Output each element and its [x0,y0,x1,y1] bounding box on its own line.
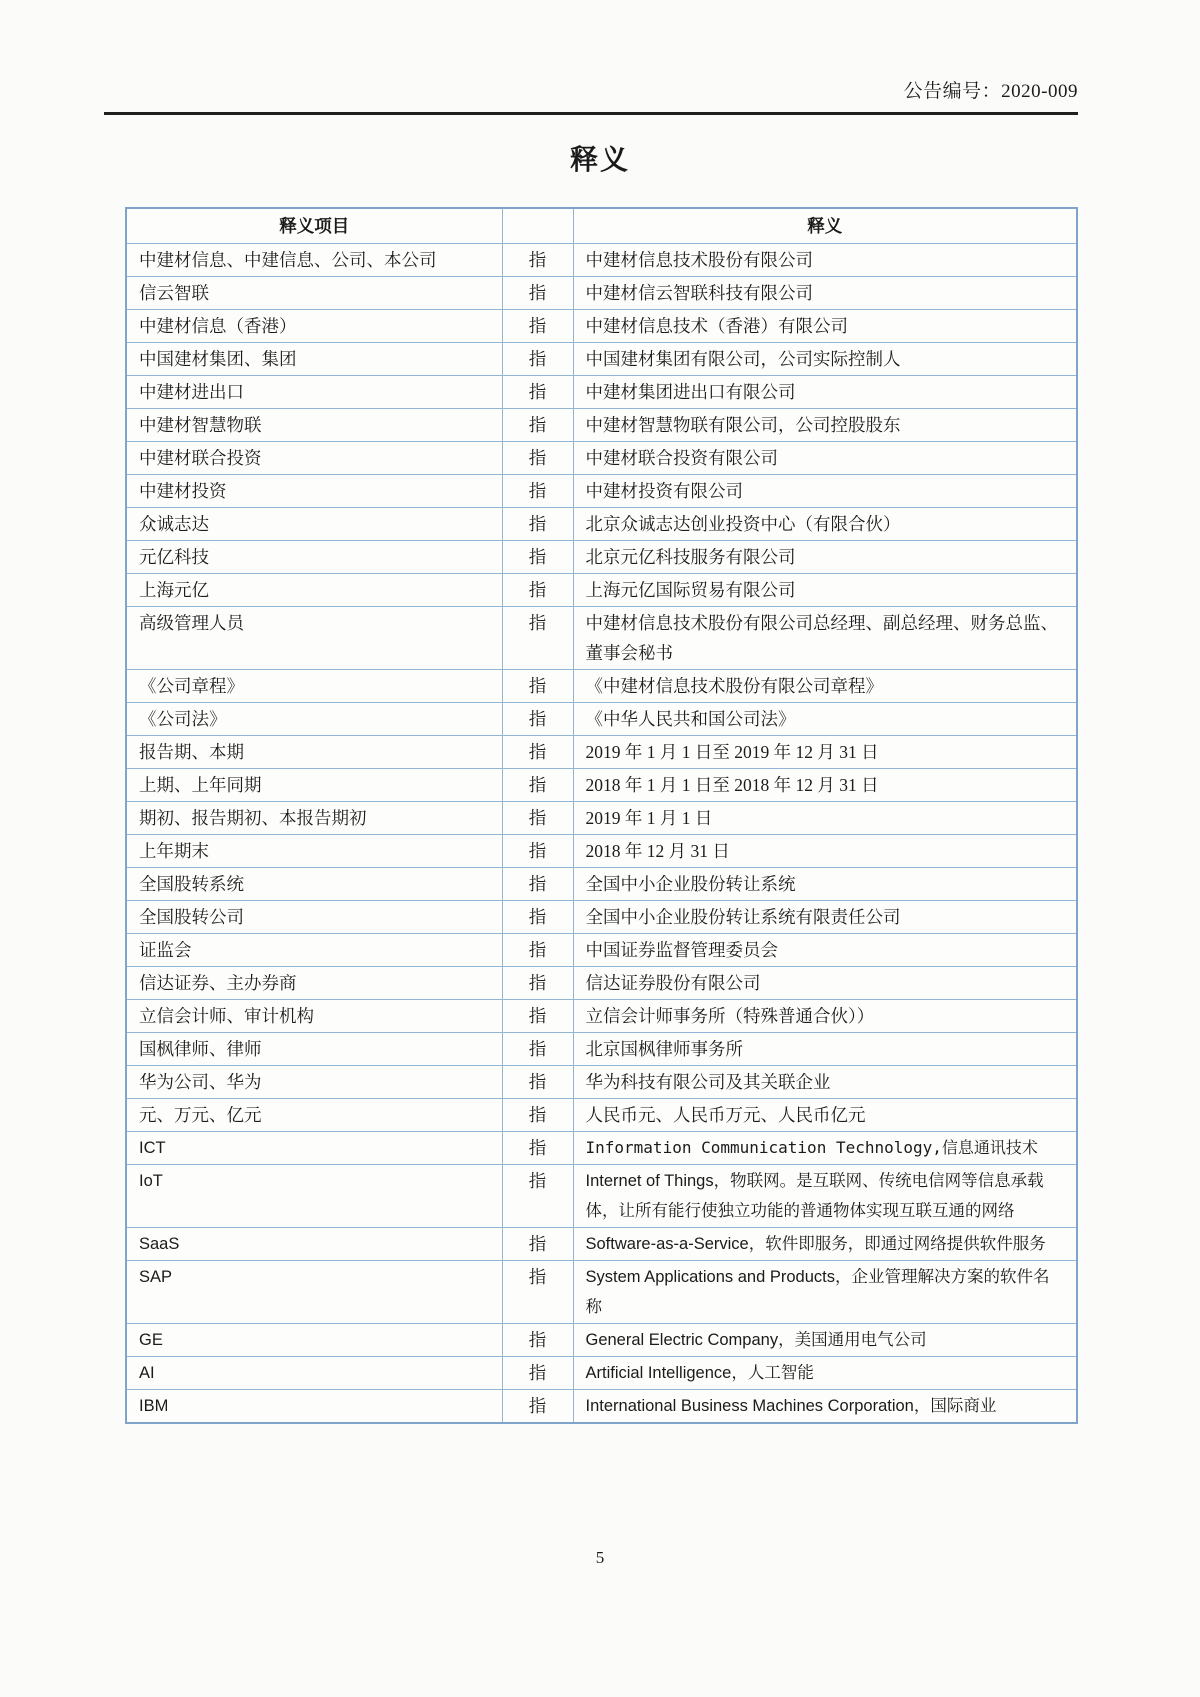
table-row [126,1324,1077,1357]
definition-cell: 上海元亿国际贸易有限公司 [573,574,1077,607]
term-cell: 中建材智慧物联 [126,409,502,442]
refers-to-cell: 指 [502,244,573,277]
definition-cell: System Applications and Products，企业管理解决方案的软件名称 [573,1261,1077,1324]
refers-to-cell: 指 [502,835,573,868]
table-row [126,442,1077,475]
term-cell: 众诚志达 [126,508,502,541]
refers-to-cell: 指 [502,802,573,835]
refers-to-cell: 指 [502,967,573,1000]
definition-cell: 2018 年 12 月 31 日 [573,835,1077,868]
definition-cell: 北京国枫律师事务所 [573,1033,1077,1066]
definition-cell: 中建材信息技术股份有限公司总经理、副总经理、财务总监、董事会秘书 [573,607,1077,670]
table-row [126,967,1077,1000]
term-cell: 《公司法》 [126,703,502,736]
refers-to-cell: 指 [502,934,573,967]
term-cell: 中建材进出口 [126,376,502,409]
column-header-definition: 释义 [573,208,1077,244]
definition-cell: 中国证券监督管理委员会 [573,934,1077,967]
term-cell: 元、万元、亿元 [126,1099,502,1132]
refers-to-cell: 指 [502,541,573,574]
term-cell: ICT [126,1132,502,1165]
definition-cell: Internet of Things，物联网。是互联网、传统电信网等信息承载体，让所有能行使独立功能的普通物体实现互联互通的网络 [573,1165,1077,1228]
term-cell: 中建材信息、中建信息、公司、本公司 [126,244,502,277]
term-cell: 上海元亿 [126,574,502,607]
table-row [126,1099,1077,1132]
column-header-middle [502,208,573,244]
refers-to-cell: 指 [502,670,573,703]
table-row [126,1228,1077,1261]
page-number: 5 [595,1548,605,1567]
refers-to-cell: 指 [502,343,573,376]
definition-cell: 全国中小企业股份转让系统 [573,868,1077,901]
term-cell: 上期、上年同期 [126,769,502,802]
refers-to-cell: 指 [502,1066,573,1099]
term-cell: 中建材投资 [126,475,502,508]
table-row [126,835,1077,868]
definition-cell: Information Communication Technology,信息通讯技术 [573,1132,1077,1165]
table-row [126,736,1077,769]
table-row [126,343,1077,376]
definition-cell: 立信会计师事务所（特殊普通合伙）） [573,1000,1077,1033]
refers-to-cell: 指 [502,1357,573,1390]
term-cell: 信云智联 [126,277,502,310]
refers-to-cell: 指 [502,1000,573,1033]
term-cell: 报告期、本期 [126,736,502,769]
definition-cell: 北京众诚志达创业投资中心（有限合伙） [573,508,1077,541]
refers-to-cell: 指 [502,310,573,343]
term-cell: 信达证券、主办券商 [126,967,502,1000]
table-row [126,670,1077,703]
refers-to-cell: 指 [502,1228,573,1261]
refers-to-cell: 指 [502,409,573,442]
refers-to-cell: 指 [502,1261,573,1324]
definition-cell: General Electric Company，美国通用电气公司 [573,1324,1077,1357]
term-cell: 全国股转公司 [126,901,502,934]
definition-cell: 中建材集团进出口有限公司 [573,376,1077,409]
definition-cell: 人民币元、人民币万元、人民币亿元 [573,1099,1077,1132]
definition-cell: Software-as-a-Service，软件即服务，即通过网络提供软件服务 [573,1228,1077,1261]
table-row [126,607,1077,670]
refers-to-cell: 指 [502,277,573,310]
refers-to-cell: 指 [502,736,573,769]
table-row [126,409,1077,442]
refers-to-cell: 指 [502,607,573,670]
table-row [126,541,1077,574]
table-row [126,1033,1077,1066]
definition-cell: Artificial Intelligence，人工智能 [573,1357,1077,1390]
refers-to-cell: 指 [502,868,573,901]
definition-cell: 华为科技有限公司及其关联企业 [573,1066,1077,1099]
definition-cell: 中建材投资有限公司 [573,475,1077,508]
definition-cell: 中建材信息技术股份有限公司 [573,244,1077,277]
refers-to-cell: 指 [502,1099,573,1132]
table-row [126,1261,1077,1324]
table-row [126,901,1077,934]
definition-cell: 中国建材集团有限公司，公司实际控制人 [573,343,1077,376]
announcement-number: 公告编号：2020-009 [903,81,1078,102]
table-row [126,934,1077,967]
definition-cell: 《中华人民共和国公司法》 [573,703,1077,736]
term-cell: 高级管理人员 [126,607,502,670]
refers-to-cell: 指 [502,769,573,802]
definition-cell: 《中建材信息技术股份有限公司章程》 [573,670,1077,703]
term-cell: 中建材信息（香港） [126,310,502,343]
definition-cell: 全国中小企业股份转让系统有限责任公司 [573,901,1077,934]
table-header-row [126,208,1077,244]
refers-to-cell: 指 [502,1033,573,1066]
definition-cell: 信达证券股份有限公司 [573,967,1077,1000]
definitions-table-body [126,244,1077,1424]
term-cell: 《公司章程》 [126,670,502,703]
refers-to-cell: 指 [502,1390,573,1424]
term-cell: 立信会计师、审计机构 [126,1000,502,1033]
refers-to-cell: 指 [502,508,573,541]
refers-to-cell: 指 [502,442,573,475]
table-row [126,508,1077,541]
definitions-table [125,207,1078,1424]
refers-to-cell: 指 [502,574,573,607]
term-cell: SaaS [126,1228,502,1261]
table-row [126,1066,1077,1099]
term-cell: IoT [126,1165,502,1228]
refers-to-cell: 指 [502,475,573,508]
definition-cell: 中建材信云智联科技有限公司 [573,277,1077,310]
definition-cell: International Business Machines Corporation，国际商业 [573,1390,1077,1424]
term-cell: 元亿科技 [126,541,502,574]
definition-cell: 2018 年 1 月 1 日至 2018 年 12 月 31 日 [573,769,1077,802]
table-row [126,1132,1077,1165]
table-row [126,574,1077,607]
definition-cell: 2019 年 1 月 1 日至 2019 年 12 月 31 日 [573,736,1077,769]
term-cell: 中建材联合投资 [126,442,502,475]
definition-cell: 中建材智慧物联有限公司，公司控股股东 [573,409,1077,442]
term-cell: IBM [126,1390,502,1424]
term-cell: 全国股转系统 [126,868,502,901]
term-cell: 国枫律师、律师 [126,1033,502,1066]
definition-cell: 中建材联合投资有限公司 [573,442,1077,475]
refers-to-cell: 指 [502,901,573,934]
term-cell: 中国建材集团、集团 [126,343,502,376]
definition-cell: 北京元亿科技服务有限公司 [573,541,1077,574]
term-cell: AI [126,1357,502,1390]
refers-to-cell: 指 [502,703,573,736]
column-header-item: 释义项目 [126,208,502,244]
term-cell: 期初、报告期初、本报告期初 [126,802,502,835]
table-row [126,310,1077,343]
definition-cell: 2019 年 1 月 1 日 [573,802,1077,835]
table-row [126,376,1077,409]
refers-to-cell: 指 [502,1165,573,1228]
table-row [126,1165,1077,1228]
table-row [126,703,1077,736]
page-title: 释义 [569,145,630,176]
table-row [126,868,1077,901]
table-row [126,1390,1077,1424]
table-row [126,1000,1077,1033]
term-cell: SAP [126,1261,502,1324]
table-row [126,277,1077,310]
term-cell: 证监会 [126,934,502,967]
term-cell: GE [126,1324,502,1357]
refers-to-cell: 指 [502,376,573,409]
term-cell: 华为公司、华为 [126,1066,502,1099]
definition-cell: 中建材信息技术（香港）有限公司 [573,310,1077,343]
table-row [126,769,1077,802]
header-divider [104,112,1078,115]
table-row [126,244,1077,277]
refers-to-cell: 指 [502,1132,573,1165]
table-row [126,1357,1077,1390]
table-row [126,802,1077,835]
term-cell: 上年期末 [126,835,502,868]
table-row [126,475,1077,508]
refers-to-cell: 指 [502,1324,573,1357]
